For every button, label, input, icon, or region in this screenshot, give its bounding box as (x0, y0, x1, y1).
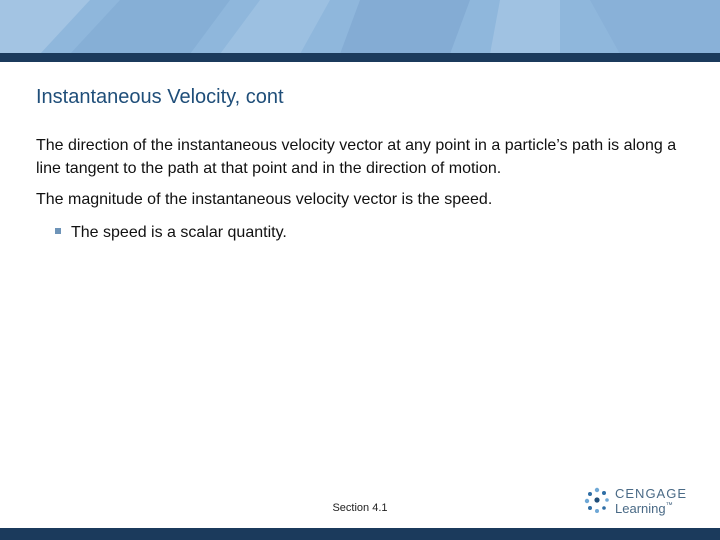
cengage-swirl-icon (583, 486, 611, 516)
slide-title: Instantaneous Velocity, cont (36, 86, 284, 108)
header-rule (0, 53, 720, 62)
paragraph-direction: The direction of the instantaneous velocity vector at any point in a particle’s path is along a line tangent to the path at that point and in the direction of motion. (36, 137, 677, 177)
trademark-mark: ™ (665, 502, 673, 509)
section-label: Section 4.1 (332, 502, 388, 514)
footer-rule (0, 528, 720, 540)
logo-wordmark-top: CENGAGE (615, 486, 688, 501)
bullet-text: The speed is a scalar quantity. (71, 224, 287, 241)
bullet-item (55, 221, 287, 244)
logo-wordmark-bottom (615, 501, 673, 516)
square-bullet-icon (55, 228, 61, 234)
banner-pattern (0, 0, 720, 54)
header-banner (0, 0, 720, 54)
cengage-logo (583, 484, 693, 520)
logo-wordmark-learning: Learning (615, 501, 666, 516)
paragraph-magnitude: The magnitude of the instantaneous velocity vector is the speed. (36, 191, 493, 208)
